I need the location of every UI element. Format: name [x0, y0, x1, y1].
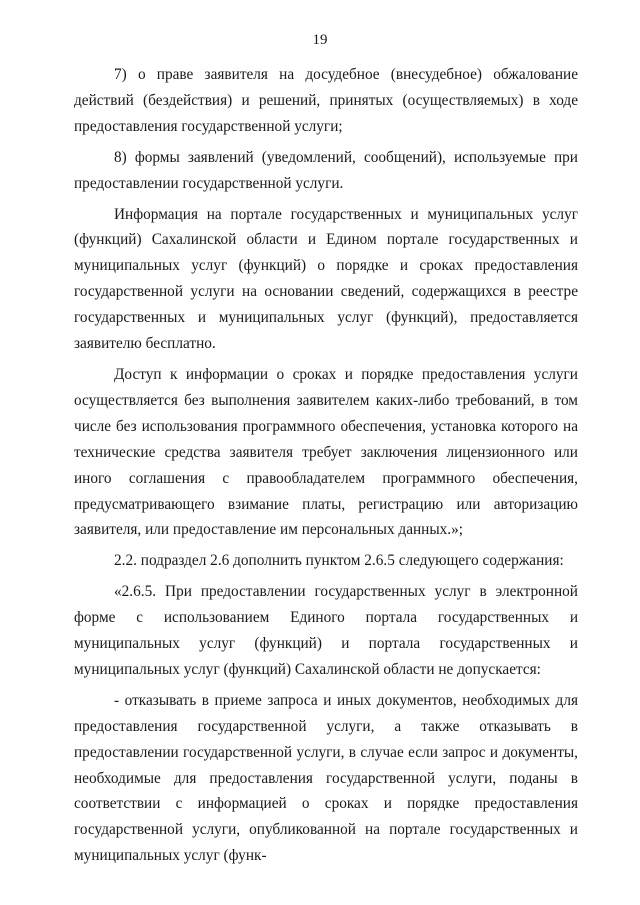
page-number: 19 — [312, 32, 328, 48]
document-body — [74, 62, 578, 874]
paragraph-amendment-2-2: 2.2. подраздел 2.6 дополнить пунктом 2.6.5 следующего содержания: — [114, 552, 564, 570]
paragraph-list-item-refusal: - отказывать в приеме запроса и иных документов, необходимых для предоставления государственной услуги, а также отказывать в предоставлении государственной услуги, в случае если запрос и документы, необходимые для предоставления государственной услуги, поданы в соответствии с информацией о сроках и порядке предоставления государственной услуги, опубликованной на портале государственных и муниципальных услуг (функ- — [74, 691, 578, 865]
paragraph-portal-info: Информация на портале государственных и муниципальных услуг (функций) Сахалинской области и Едином портале государственных и муниципальных услуг (функций) о порядке и сроках предоставления государственной услуги на основании сведений, содержащихся в реестре государственных и муниципальных услуг (функций), предоставляется заявителю бесплатно. — [74, 205, 578, 353]
paragraph-item-8: 8) формы заявлений (уведомлений, сообщений), используемые при предоставлении государственной услуги. — [74, 148, 578, 192]
paragraph-access-info: Доступ к информации о сроках и порядке предоставления услуги осуществляется без выполнения заявителем каких-либо требований, в том числе без использования программного обеспечения, установка которого на технические средства заявителя требует заключения лицензионного или иного соглашения с правообладателем программного обеспечения, предусматривающего взимание платы, регистрацию или авторизацию заявителя, или предоставление им персональных данных.»; — [74, 365, 578, 539]
paragraph-clause-2-6-5: «2.6.5. При предоставлении государственных услуг в электронной форме с использованием Единого портала государственных и муниципальных услуг (функций) и портала государственных и муниципальных услуг (функций) Сахалинской области не допускается: — [74, 583, 578, 678]
paragraph-item-7: 7) о праве заявителя на досудебное (внесудебное) обжалование действий (бездействия) и решений, принятых (осуществляемых) в ходе предоставления государственной услуги; — [74, 66, 578, 135]
